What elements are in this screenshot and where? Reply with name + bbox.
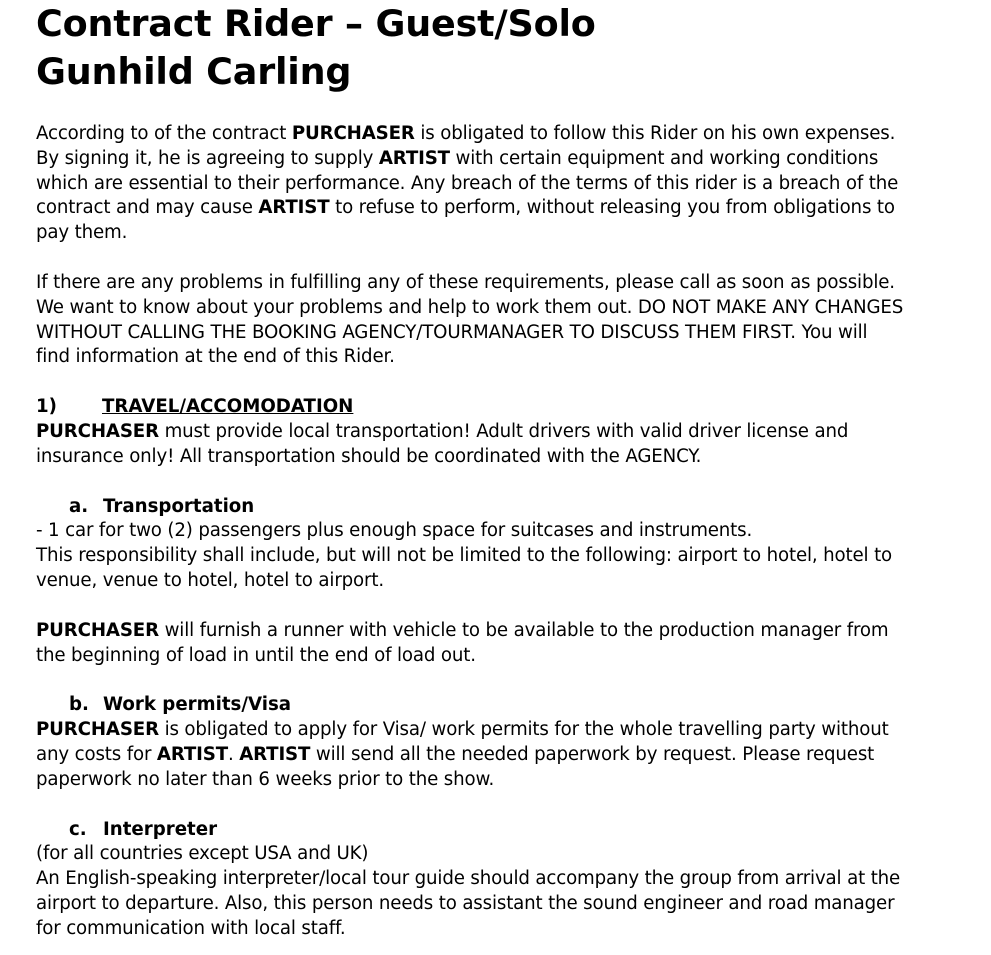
subsection-a-heading: a. Transportation: [69, 495, 255, 517]
subsection-b-heading: b. Work permits/Visa: [69, 694, 292, 716]
purchaser-term: PURCHASER: [36, 619, 159, 641]
artist-term: ARTIST: [239, 743, 311, 765]
section-1-label: TRAVEL/ACCOMODATION: [102, 396, 354, 418]
document-title: [36, 0, 976, 96]
title-line-2: Gunhild Carling: [36, 50, 352, 93]
subsection-c-paragraph: (for all countries except USA and UK) An English-speaking interpreter/local tour guide should accompany the group from arrival at the airport to departure. Also, this person needs to assistant the sound engineer and road manager for communication with local staff.: [36, 843, 901, 939]
section-1-number: 1): [36, 396, 57, 418]
purchaser-term: PURCHASER: [291, 123, 415, 144]
purchaser-term: PURCHASER: [36, 420, 159, 442]
artist-term: ARTIST: [378, 147, 450, 169]
subsection-b-paragraph: PURCHASER is obligated to apply for Visa/ work permits for the whole travelling party without any costs for ARTIST. ARTIST will send all the needed paperwork by request. Please request paperwork no later than 6 weeks prior to the show.: [36, 719, 889, 790]
section-1-heading: [36, 395, 976, 420]
artist-term: ARTIST: [258, 197, 330, 219]
document-page: [36, 0, 976, 942]
subsection-a-paragraph-1: - 1 car for two (2) passengers plus enough space for suitcases and instruments. This responsibility shall include, but will not be limited to the following: airport to hotel, hotel to venue, venue to hotel, hotel to airport.: [36, 520, 893, 591]
subsection-a-paragraph-2: PURCHASER will furnish a runner with vehicle to be available to the production manager from the beginning of load in until the end of load out.: [36, 619, 889, 666]
artist-term: ARTIST: [156, 743, 228, 765]
intro-paragraph-2: If there are any problems in fulfilling any of these requirements, please call as soon as possible. We want to know about your problems and help to work them out. DO NOT MAKE ANY CHANGES WITHOUT CALLING THE BOOKING AGENCY/TOURMANAGER TO DISCUSS THEM FIRST. You will find information at the end of this Rider.: [36, 271, 904, 368]
section-1-paragraph: PURCHASER must provide local transportation! Adult drivers with valid driver license and insurance only! All transportation should be coordinated with the AGENCY.: [36, 420, 849, 467]
purchaser-term: PURCHASER: [36, 719, 159, 741]
title-line-1: Contract Rider – Guest/Solo: [36, 2, 596, 45]
intro-paragraph-1: According to of the contract PURCHASER is obligated to follow this Rider on his own expenses. By signing it, he is agreeing to supply ARTIST with certain equipment and working conditions which are essential to their performance. Any breach of the terms of this rider is a breach of the contract and may cause ARTIST to refuse to perform, without releasing you from obligations to pay them.: [36, 123, 899, 244]
subsection-c-heading: c. Interpreter: [69, 818, 218, 840]
